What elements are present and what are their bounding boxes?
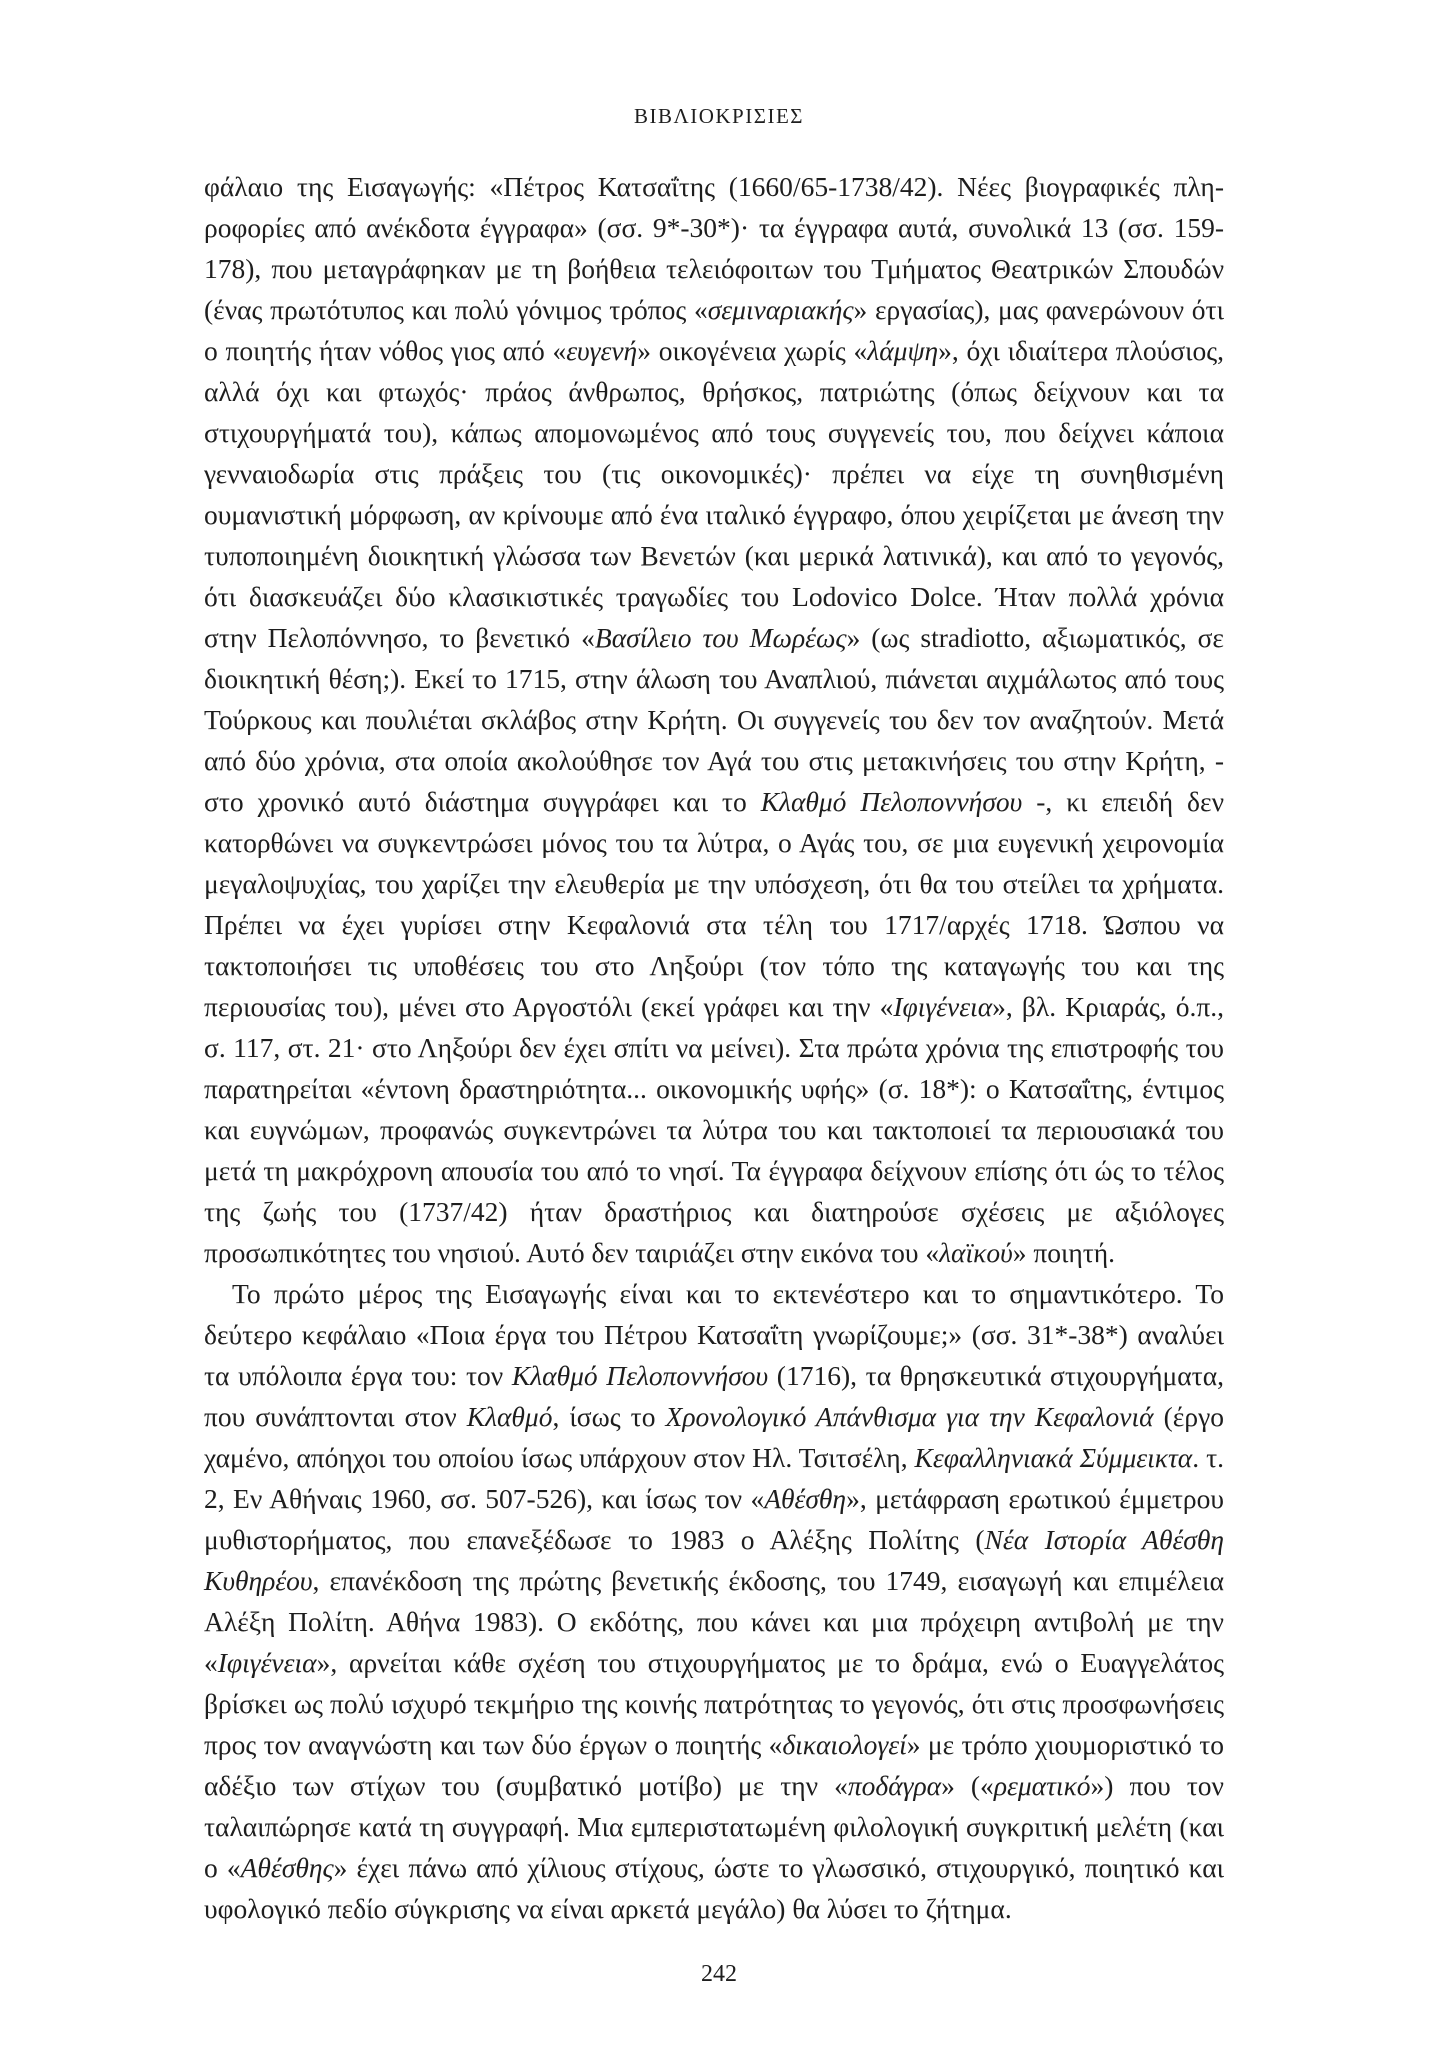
page-number: 242: [701, 1961, 737, 1987]
text-run: », όχι ιδιαίτερα πλούσιος, αλλά όχι και φτωχός· πράος άνθρωπος, θρήσκος, πατριώτης (όπως δείχνουν και τα στιχουργήματά του), κάπως απομονωμένος από τους συγγενείς του, που δείχνει κάποια γενναιοδωρία στις πράξεις του (τις οικονομικές)· πρέπει να είχε τη συνηθισμένη ουμανιστική μόρφωση, αν κρίνουμε από ένα ιταλικό έγγραφο, όπου χειρίζεται με άνεση την τυποποιημένη διοικητική γλώσσα των Βενετών (και μερικά λατινικά), και από το γεγονός, ότι διασκευάζει δύο κλασικιστικές τραγωδίες του Lodovico Dolce. Ήταν πολλά χρόνια στην Πελοπόννησο, το βενετικό «: [204, 335, 1224, 653]
italic-text-run: Ιφιγένεια: [893, 991, 993, 1022]
text-run: » ποιητή.: [1012, 1237, 1116, 1268]
text-run: , επανέκδοση της πρώτης βενετικής έκδοσης, του 1749, εισαγωγή και επιμέλεια Αλέξη Πολίτη. Αθήνα 1983). Ο εκδότης, που κάνει και μια πρόχειρη αντιβολή με την «: [204, 1565, 1224, 1678]
italic-text-run: Νέα Ιστορία Αθέσθη Κυθηρέου: [204, 1524, 1224, 1596]
text-run: Το πρώτο μέρος της Εισαγωγής είναι και το εκτενέστερο και το σημαντικότερο. Το δεύτερο κεφάλαιο «Ποια έργα του Πέτρου Κατσαΐτη γνωρίζουμε;» (σσ. 31*-38*) αναλύει τα υπόλοιπα έργα του: τον: [204, 1278, 1224, 1391]
italic-text-run: δικαιολογεί: [782, 1729, 907, 1760]
text-run: » με τρόπο χιουμοριστικό το αδέξιο των στίχων του (συμβατικό μοτίβο) με την «: [204, 1729, 1224, 1801]
text-run: » («: [941, 1770, 994, 1801]
paragraph-2: [204, 1273, 1224, 1929]
text-run: » οικογένεια χωρίς «: [637, 335, 868, 366]
italic-text-run: λαϊκού: [939, 1237, 1013, 1268]
italic-text-run: Ιφιγένεια: [217, 1647, 317, 1678]
text-run: -, κι επειδή δεν κατορθώνει να συγκεντρώσει μόνος του τα λύτρα, ο Αγάς του, σε μια ευγενική χειρονομία μεγαλοψυχίας, του χαρίζει την ελευθερία με την υπόσχεση, ότι θα του στείλει τα χρήματα. Πρέπει να έχει γυρίσει στην Κεφαλονιά στα τέλη του 1717/αρχές 1718. Ώσπου να τακτοποιήσει τις υποθέσεις του στο Ληξούρι (τον τόπο της καταγωγής του και της περιουσίας του), μένει στο Αργοστόλι (εκεί γράφει και την «: [204, 786, 1224, 1022]
italic-text-run: σεμιναριακής: [707, 294, 854, 325]
italic-text-run: Κεφαλληνιακά Σύμμεικτα: [914, 1442, 1193, 1473]
text-run: (έργο χαμένο, απόηχοι του οποίου ίσως υπάρχουν στον Ηλ. Τσιτσέλη,: [204, 1401, 1224, 1473]
italic-text-run: Χρονολογικό Απάνθισμα για την Κεφαλονιά: [665, 1401, 1154, 1432]
italic-text-run: Κλαθμό Πελοποννήσου: [760, 786, 1023, 817]
italic-text-run: Βασίλειο του Μωρέως: [594, 622, 847, 653]
text-run: . τ. 2, Εν Αθήναις 1960, σσ. 507-526), και ίσως τον «: [204, 1442, 1224, 1514]
text-run: , ίσως το: [552, 1401, 666, 1432]
text-run: » εργασίας), μας φανερώνουν ότι ο ποιητής ήταν νόθος γιος από «: [204, 294, 1224, 366]
text-run: », αρνείται κάθε σχέση του στιχουργήματος με το δράμα, ενώ ο Ευαγγελάτος βρίσκει ως πολύ ισχυρό τεκμήριο της κοινής πατρότητας το γεγονός, ότι στις προσφωνήσεις προς τον αναγνώστη και των δύο έργων ο ποιητής «: [204, 1647, 1224, 1760]
italic-text-run: λάμψη: [867, 335, 939, 366]
italic-text-run: Αθέσθης: [240, 1852, 334, 1883]
text-run: », βλ. Κριαράς, ό.π., σ. 117, στ. 21· στο Ληξούρι δεν έχει σπίτι να μείνει). Στα πρώτα χρόνια της επιστροφής του παρατηρείται «έντονη δραστηριότητα... οικονομικής υφής» (σ. 18*): ο Κατσαΐτης, έντιμος και ευγνώμων, προφανώς συγκεντρώνει τα λύτρα του και τακτοποιεί τα περιουσιακά του μετά τη μακρόχρονη απουσία του από το νησί. Τα έγγραφα δείχνουν επίσης ότι ώς το τέλος της ζωής του (1737/42) ήταν δραστήριος και διατηρούσε σχέσεις με αξιόλογες προσωπικότητες του νησιού. Αυτό δεν ταιριάζει στην εικόνα του «: [204, 991, 1225, 1268]
text-run: (1716), τα θρησκευτικά στιχουργήματα, που συνάπτονται στον: [204, 1360, 1224, 1432]
italic-text-run: ευγενή: [566, 335, 638, 366]
text-run: φάλαιο της Εισαγωγής: «Πέτρος Κατσαΐτης (1660/65-1738/42). Νέες βιογραφικές πληροφορίες από ανέκδοτα έγγραφα» (σσ. 9*-30*)· τα έγγραφα αυτά, συνολικά 13 (σσ. 159-178), που μεταγράφηκαν με τη βοήθεια τελειόφοιτων του Τμήματος Θεατρικών Σπουδών (ένας πρωτότυπος και πολύ γόνιμος τρόπος «: [204, 171, 1224, 325]
italic-text-run: Κλαθμό Πελοποννήσου: [511, 1360, 769, 1391]
text-run: » (ως stradiotto, αξιωματικός, σε διοικητική θέση;). Εκεί το 1715, στην άλωση του Αναπλιού, πιάνεται αιχμάλωτος από τους Τούρκους και πουλιέται σκλάβος στην Κρήτη. Οι συγγενείς του δεν τον αναζητούν. Μετά από δύο χρόνια, στα οποία ακολούθησε τον Αγά του στις μετακινήσεις του στην Κρήτη, - στο χρονικό αυτό διάστημα συγγράφει και το: [204, 622, 1224, 817]
body-text: [204, 166, 1224, 1929]
text-run: », μετάφραση ερωτικού έμμετρου μυθιστορήματος, που επανεξέδωσε το 1983 ο Αλέξης Πολίτης (: [204, 1483, 1225, 1555]
italic-text-run: Κλαθμό: [466, 1401, 553, 1432]
paragraph-1: [204, 166, 1224, 1273]
italic-text-run: ποδάγρα: [847, 1770, 942, 1801]
running-header: ΒΙΒΛΙΟΚΡΙΣΙΕΣ: [634, 104, 804, 128]
text-run: » έχει πάνω από χίλιους στίχους, ώστε το γλωσσικό, στιχουργικό, ποιητικό και υφολογικό πεδίο σύγκρισης να είναι αρκετά μεγάλο) θα λύσει το ζήτημα.: [204, 1852, 1225, 1924]
text-run: ») που τον ταλαιπώρησε κατά τη συγγραφή. Μια εμπεριστατωμένη φιλολογική συγκριτική μελέτη (και ο «: [204, 1770, 1224, 1883]
italic-text-run: Αθέσθη: [764, 1483, 847, 1514]
italic-text-run: ρεματικό: [993, 1770, 1091, 1801]
